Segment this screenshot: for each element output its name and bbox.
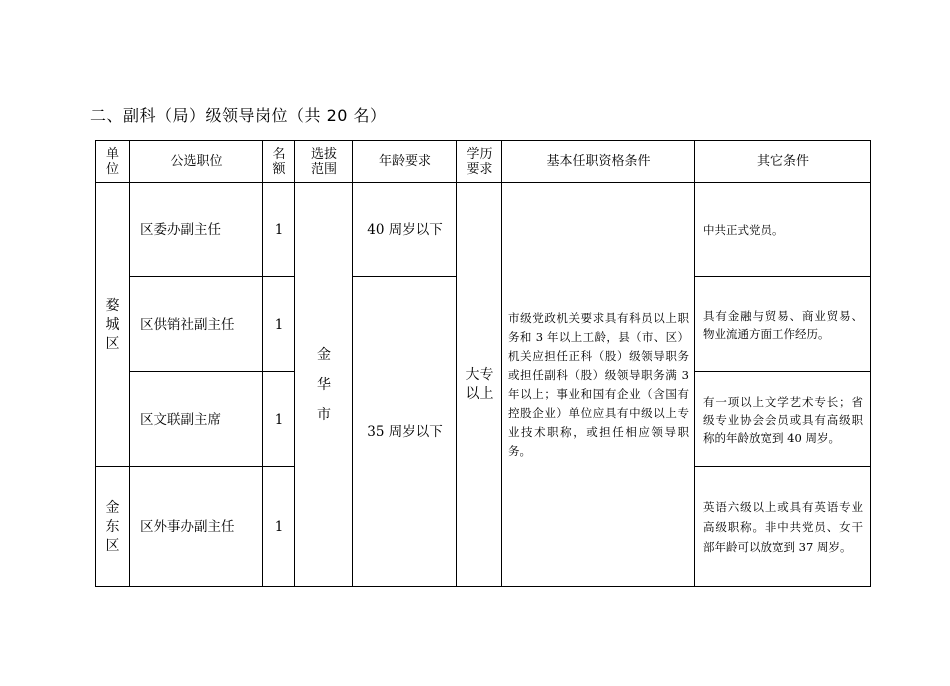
age-requirement: 35 周岁以下: [367, 424, 443, 440]
section-title: 二、副科（局）级领导岗位（共 20 名）: [90, 106, 387, 125]
header-scope: 选拔范围: [310, 146, 337, 177]
basic-conditions: 市级党政机关要求具有科员以上职务和 3 年以上工龄，县（市、区）机关应担任正科（股）级领导职务或担任副科（股）级领导职务满 3 年以上；事业和国有企业（含国有控股企业）单位应具有中级以上专业技术职称，或担任相应领导职务。: [508, 311, 689, 458]
header-unit: 单位: [105, 146, 119, 177]
education-requirement: 大专以上: [465, 367, 494, 402]
other-conditions: 有一项以上文学艺术专长；省级专业协会会员或具有高级职称的年龄放宽到 40 周岁。: [703, 394, 863, 445]
positions-table: [95, 140, 871, 587]
other-conditions: 具有金融与贸易、商业贸易、物业流通方面工作经历。: [703, 308, 863, 341]
header-education: 学历要求: [466, 146, 493, 177]
header-basic-conditions: 基本任职资格条件: [546, 154, 651, 169]
header-age: 年龄要求: [378, 154, 431, 169]
other-conditions: 中共正式党员。: [703, 223, 784, 237]
position-title: 区供销社副主任: [140, 316, 235, 333]
other-conditions: 英语六级以上或具有英语专业高级职称。非中共党员、女干部年龄可以放宽到 37 周岁。: [703, 500, 863, 554]
position-title: 区外事办副主任: [140, 519, 235, 535]
position-quota: 1: [274, 411, 284, 428]
selection-scope: 金华市: [317, 347, 331, 423]
unit-label: 金东区: [105, 499, 120, 554]
position-title: 区文联副主席: [140, 411, 221, 428]
position-quota: 1: [274, 316, 284, 333]
position-title: 区委办副主任: [140, 222, 221, 238]
header-quota: 名额: [272, 146, 286, 177]
header-other-conditions: 其它条件: [756, 154, 809, 169]
age-requirement: 40 周岁以下: [367, 222, 443, 238]
position-quota: 1: [274, 519, 284, 535]
unit-cell-wucheng: [95, 183, 130, 467]
position-quota: 1: [274, 222, 284, 238]
unit-cell-jindong: [95, 467, 130, 587]
header-position: 公选职位: [170, 154, 223, 169]
unit-label: 婺城区: [105, 297, 120, 352]
